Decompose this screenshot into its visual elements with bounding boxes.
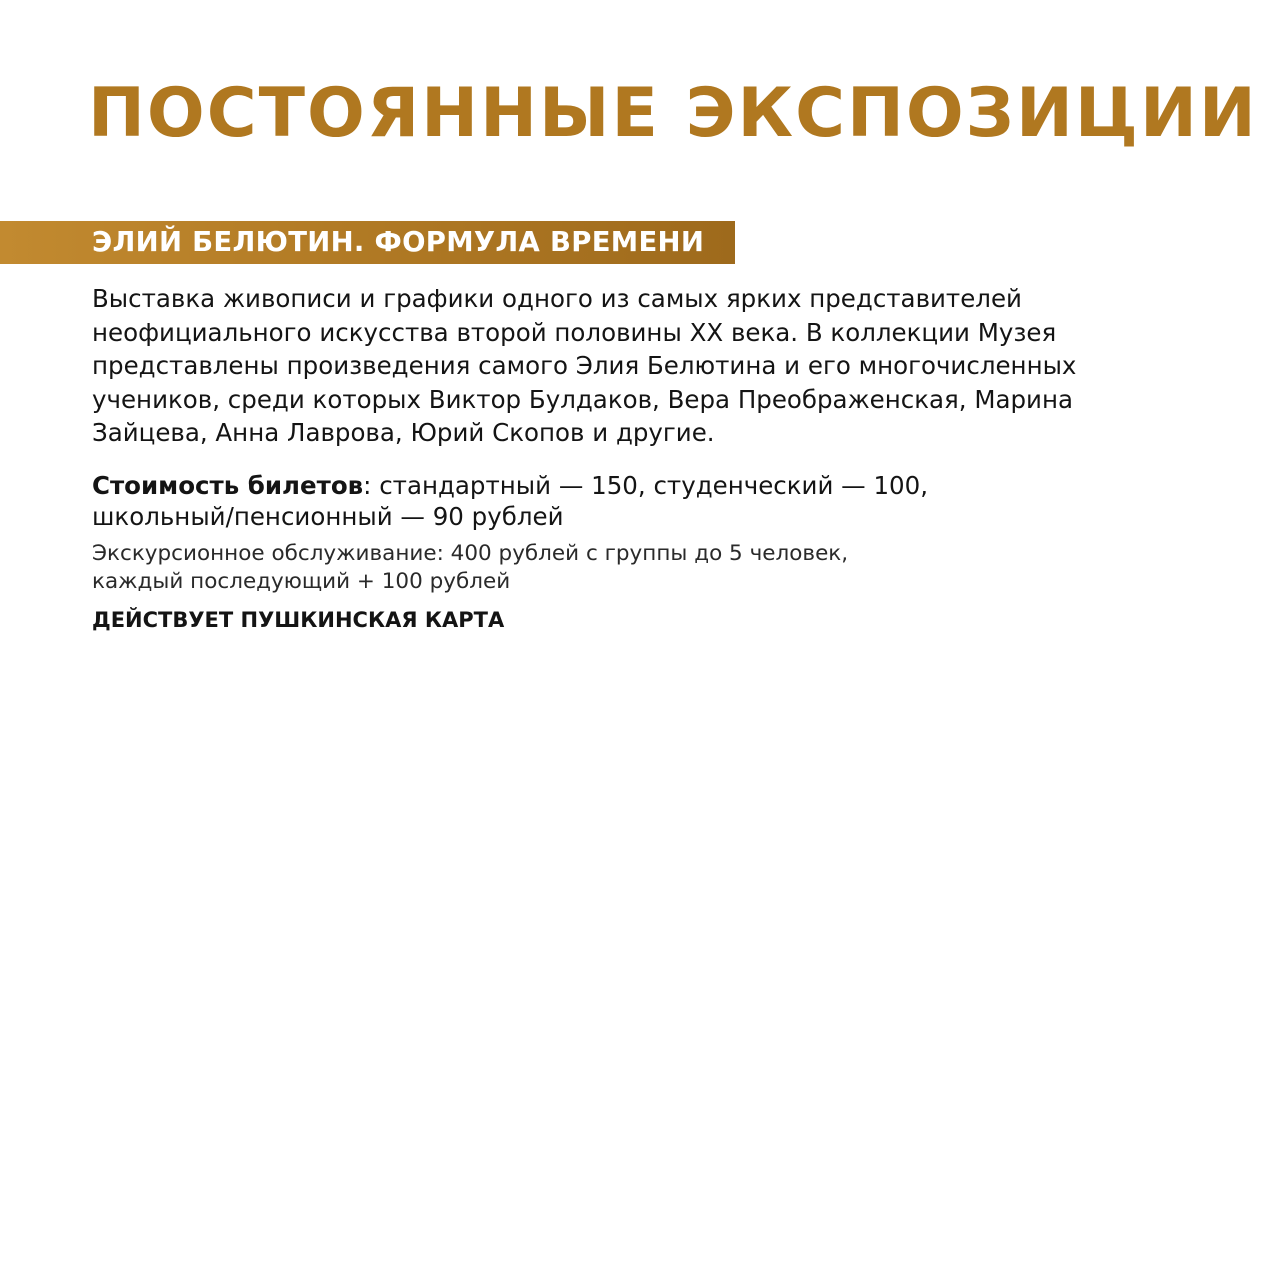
exhibition-title: ЭЛИЙ БЕЛЮТИН. ФОРМУЛА ВРЕМЕНИ: [92, 226, 705, 258]
excursion-line: Экскурсионное обслуживание: 400 рублей с группы до 5 человек,: [92, 541, 849, 566]
description-line: Выставка живописи и графики одного из самых ярких представителей: [92, 284, 1022, 313]
description-line: неофициального искусства второй половины XX века. В коллекции Музея: [92, 317, 1057, 347]
pushkin-card-note: ДЕЙСТВУЕТ ПУШКИНСКАЯ КАРТА: [92, 608, 505, 632]
description-line: представлены произведения самого Элия Белютина и его многочисленных: [92, 351, 1077, 380]
excursion-info: [92, 540, 992, 596]
ticket-prices-line: школьный/пенсионный — 90 рублей: [92, 502, 564, 531]
exhibition-description: [92, 282, 1102, 450]
ticket-prices-label: Стоимость билетов: [92, 471, 364, 500]
section-banner: [0, 221, 735, 264]
ticket-prices-values: : стандартный — 150, студенческий — 100,: [363, 471, 929, 500]
description-line: Зайцева, Анна Лаврова, Юрий Скопов и другие.: [92, 418, 715, 447]
page-title: ПОСТОЯННЫЕ ЭКСПОЗИЦИИ: [88, 74, 1258, 153]
description-line: учеников, среди которых Виктор Булдаков, Вера Преображенская, Марина: [92, 384, 1073, 414]
ticket-prices: [92, 470, 992, 532]
ticket-prices-line: [92, 470, 992, 501]
excursion-line: каждый последующий + 100 рублей: [92, 569, 511, 594]
